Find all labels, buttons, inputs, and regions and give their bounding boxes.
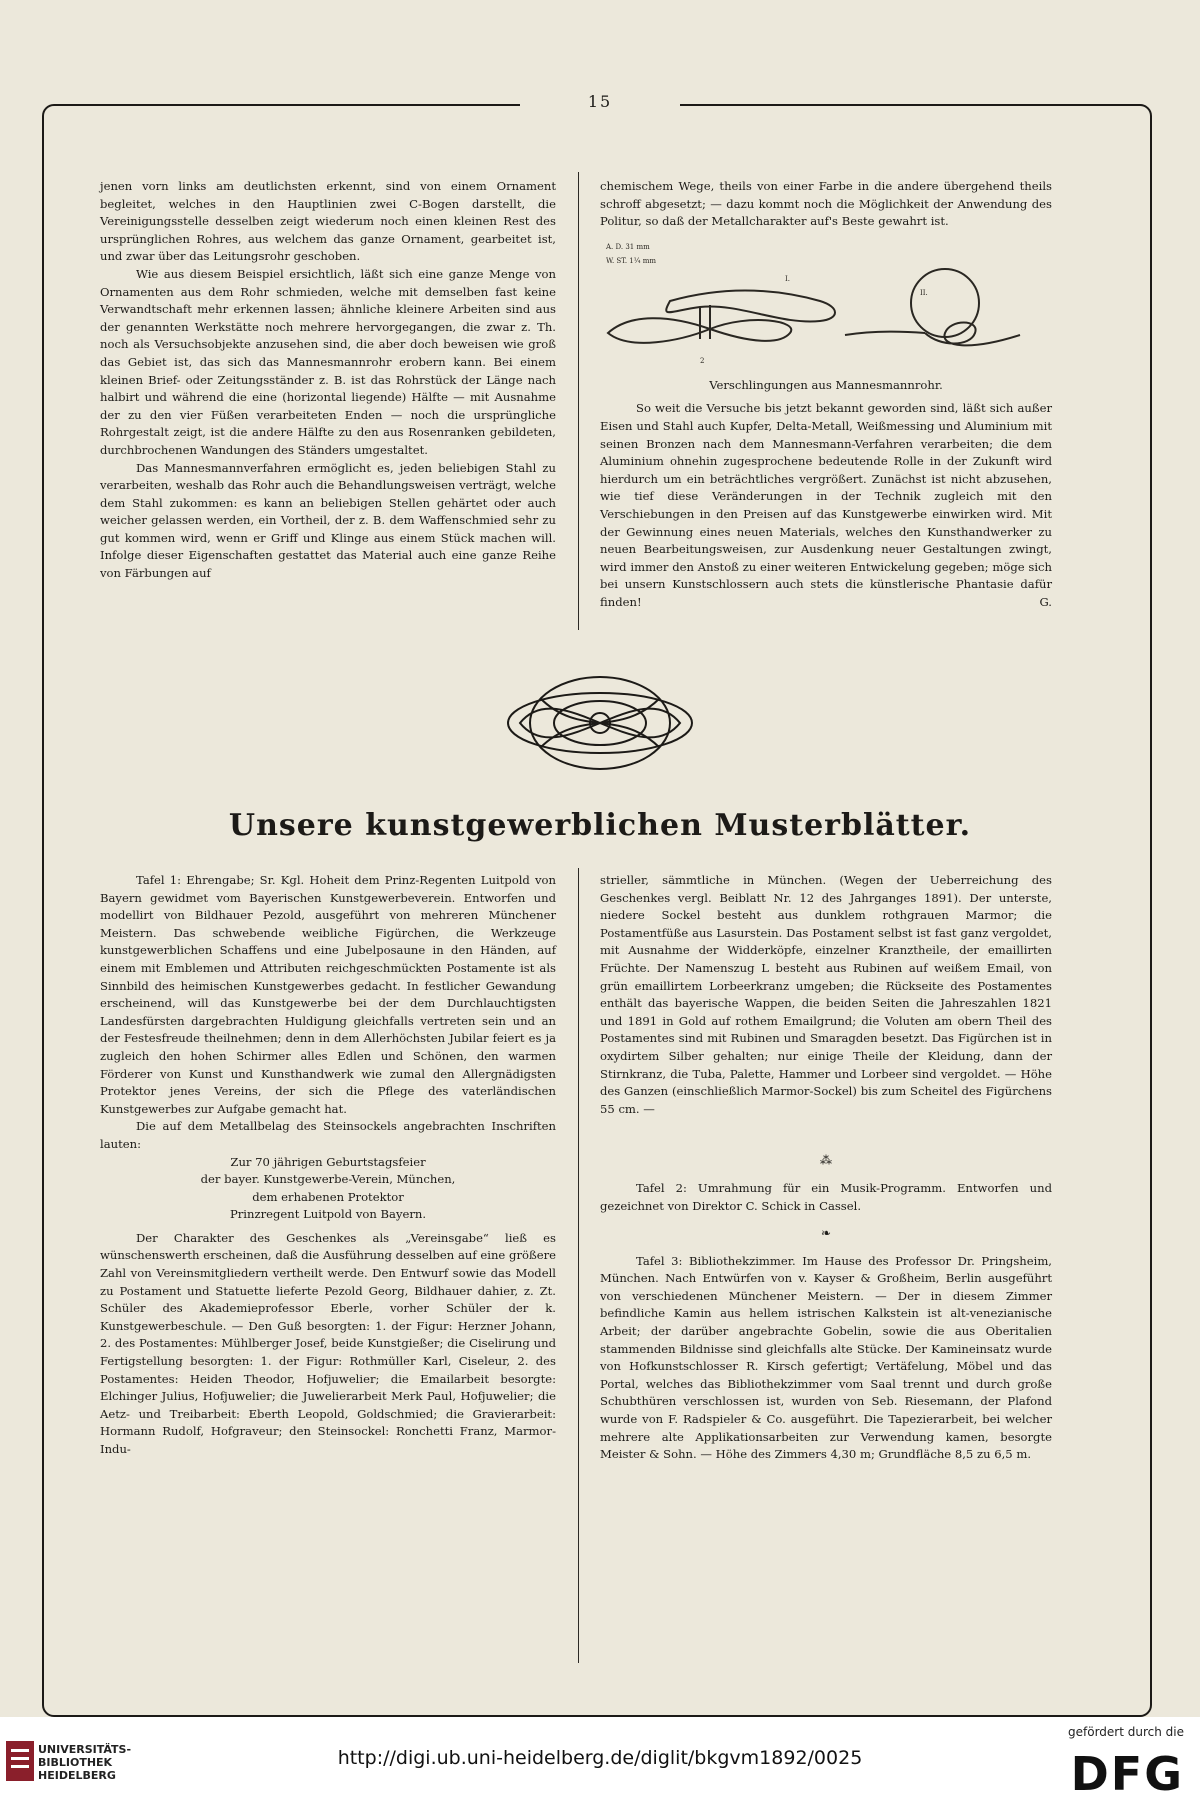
paragraph: strieller, sämmtliche in München. (Wegen der Ueberreichung des Geschenkes vergl. Beiblatt Nr. 12 des Jahrganges 1891). Der unterste, niedere Sockel besteht aus dunklem rothgrauen Marmor; die Postamentfüße aus Lasurstein. Das Postament selbst ist fast ganz vergoldet, mit Ausnahme der Widderköpfe, einzelner Kranztheile, der emaillirten Früchte. Der Namenszug L besteht aus Rubinen auf weißem Email, von grün emaillirtem Lorbeerkranz umgeben; die Rückseite des Postamentes enthält das bayerische Wappen, die beiden Seiten die Jahreszahlen 1821 und 1891 in Gold auf rothem Emailgrund; die Voluten am obern Theil des Postamentes sind mit Rubinen und Smaragden besetzt. Das Figürchen ist in oxydirtem Silber gehalten; nur einige Theile der Kleidung, dann der Stirnkranz, die Tuba, Palette, Hammer und Lorbeer sind vergoldet. — Höhe des Ganzen (einschließlich Marmor-Sockel) bis zum Scheitel des Figürchens 55 cm. — [600,873,1052,1116]
paragraph: jenen vorn links am deutlichsten erkennt, sind von einem Ornament begleitet, welches in den Hauptlinien zwei C-Bogen darstellt, die Vereinigungsstelle desselben zeigt wiederum noch einen kleinen Rest des ursprünglichen Rohres, aus welchem das ganze Ornament, gearbeitet ist, und zwar über das Leitungsrohr geschoben. [100,179,556,264]
flourish-ornament [500,668,700,778]
document-url[interactable]: http://digi.ub.uni-heidelberg.de/diglit/bkgvm1892/0025 [337,1747,863,1769]
paragraph: Das Mannesmannverfahren ermöglicht es, jeden beliebigen Stahl zu verarbeiten, weshalb das Rohr auch die Behandlungsweisen verträgt, welche dem Stahl zukommen: es kann an beliebigen Stellen gehärtet oder auch weicher gelassen werden, ein Vortheil, der z. B. dem Waffenschmied sehr zu gut kommen wird, wenn er Griff und Klinge aus einem Stück machen will. Infolge dieser Eigenschaften gestattet das Material auch eine ganze Reihe von Färbungen auf [100,460,556,581]
column-divider [578,172,579,630]
dfg-logo: DFG [1070,1747,1184,1801]
paragraph [600,400,1052,611]
figure-caption: Verschlingungen aus Mannesmannrohr. [709,377,943,392]
library-name-line: UNIVERSITÄTS- [38,1743,132,1756]
inscription-line: der bayer. Kunstgewerbe-Verein, München, [200,1172,456,1187]
paragraph: chemischem Wege, theils von einer Farbe in die andere übergehend theils schroff abgesetzt; — dazu kommt noch die Möglichkeit der Anwendung des Politur, so daß der Metallcharakter auf's Beste gewahrt ist. [600,179,1052,229]
separator-ornament: ⁂ [820,1153,832,1168]
inscription-line: Prinzregent Luitpold von Bayern. [229,1207,427,1222]
right-column-top [600,178,1052,612]
knot-illustration [600,235,1052,375]
inscription-line: Zur 70 jährigen Geburtstagsfeier [230,1154,426,1169]
paragraph-text: So weit die Versuche bis jetzt bekannt geworden sind, läßt sich außer Eisen und Stahl auch Kupfer, Delta-Metall, Weißmessing und Aluminium mit seinen Bronzen nach dem Mannesmann-Verfahren verarbeiten; die dem Aluminium ohnehin zugesprochene bedeutende Rolle in der Zukunft wird hierdurch um ein beträchtliches vergrößert. Zunächst ist nicht abzusehen, wie tief diese Veränderungen in der Technik zugleich mit den Verschiebungen in den Preisen auf das Kunstgewerbe einwirken wird. Mit der Gewinnung eines neuen Materials, welches den Kunsthandwerker zu neuen Bearbeitungsweisen, zur Ausdenkung neuer Gestaltungen zwingt, wird immer den Anstoß zu einer weiteren Entwickelung gegeben; möge sich bei unsern Kunstschlossern auch stets die künstlerische Phantasie dafür finden! [600,401,1052,609]
figure-label-2: II. [920,288,928,297]
column-divider [578,868,579,1663]
paragraph: Wie aus diesem Beispiel ersichtlich, läßt sich eine ganze Menge von Ornamenten aus dem Rohr schmieden, welche mit demselben fast keine Verwandtschaft mehr erkennen lassen; ähnliche kleinere Arbeiten sind aus der genannten Werkstätte noch mehrere hervorgegangen, die zwar z. Th. noch als Versuchsobjekte anzusehen sind, die aber doch beweisen wie groß das Gebiet ist, das sich das Mannesmannrohr erobern kann. Bei einem kleinen Brief- oder Zeitungsständer z. B. ist das Rohrstück der Länge nach halbirt und während die eine (horizontal liegende) Hälfte — mit Ausnahme der zu den vier Füßen verarbeiteten Enden — noch die ursprüngliche Rohrgestalt zeigt, ist die andere Hälfte zu den aus Rosenranken gebildeten, durchbrochenen Wandungen des Ständers umgestaltet. [100,266,556,457]
inscription [100,1154,556,1224]
inscription-line: dem erhabenen Protektor [252,1189,404,1204]
paragraph: Tafel 3: Bibliothekzimmer. Im Hause des Professor Dr. Pringsheim, München. Nach Entwürfen von v. Kayser & Großheim, Berlin ausgeführt von verschiedenen Münchener Meistern. — Der in diesem Zimmer befindliche Kamin aus hellem istrischen Kalkstein ist alt-venezianische Arbeit; der darüber angebrachte Gobelin, sowie die aus Oberitalien stammenden Bildnisse sind gleichfalls alte Stücke. Der Kamineinsatz wurde von Hofkunstschlosser R. Kirsch gefertigt; Vertäfelung, Möbel und das Portal, welches das Bibliothekzimmer vom Saal trennt und durch große Schubthüren verschlossen ist, wurden von Seb. Riesemann, der Plafond wurde von F. Radspieler & Co. ausgeführt. Die Tapezierarbeit, bei welcher mehrere alte Applikationsarbeiten zur Verwendung kamen, besorgte Meister & Sohn. — Höhe des Zimmers 4,30 m; Grundfläche 8,5 zu 6,5 m. [600,1253,1052,1462]
footer-bar [0,1717,1200,1805]
figure-label-3: 2 [700,356,705,365]
right-column-bottom [600,872,1052,1464]
figure-knots [600,235,1052,375]
figure-label-ad: A. D. 31 mm [606,242,650,251]
sponsor-text: gefördert durch die [1068,1725,1184,1739]
paragraph: Die auf dem Metallbelag des Steinsockels angebrachten Inschriften lauten: [100,1119,556,1151]
paragraph: Tafel 1: Ehrengabe; Sr. Kgl. Hoheit dem Prinz-Regenten Luitpold von Bayern gewidmet vom Bayerischen Kunstgewerbeverein. Entworfen und modellirt von Bildhauer Pezold, ausgeführt von mehreren Münchener Meistern. Das schwebende weibliche Figürchen, die Werkzeuge kunstgewerblichen Schaffens und eine Jubelposaune in den Händen, auf einem mit Emblemen und Attributen reichgeschmückten Postamente ist als Sinnbild des heimischen Kunstgewerbes gedacht. In festlicher Gewandung erscheinend, will das Kunstgewerbe bei der dem Durchlauchtigsten Landesfürsten dargebrachten Huldigung gleichfalls vertreten sein und an der Festesfreude theilnehmen; denn in dem Allerhöchsten Jubilar feiert es ja zugleich den hohen Schirmer alles Edlen und Schönen, den warmen Förderer von Kunst und Kunsthandwerk wie zumal den Allergnädigsten Protektor jenes Vereins, der sich die Pflege des vaterländischen Kunstgewerbes zur Aufgabe gemacht hat. [100,873,556,1116]
figure-label-1: I. [785,274,790,283]
figure-label-wst: W. ST. 1¼ mm [606,256,657,265]
library-name-line: BIBLIOTHEK [38,1756,113,1769]
author-signature: G. [1039,594,1052,609]
left-column-bottom [100,872,556,1459]
page-number: 15 [520,92,680,116]
paragraph: Der Charakter des Geschenkes als „Vereinsgabe“ ließ es wünschenswerth erscheinen, daß die Ausführung desselben auf eine größere Zahl von Vereinsmitgliedern vertheilt werde. Den Entwurf sowie das Modell zu Postament und Statuette lieferte Pezold Georg, Bildhauer dahier, z. Zt. Schüler des Akademieprofessor Eberle, vorher Schüler der k. Kunstgewerbeschule. — Den Guß besorgten: 1. der Figur: Herzner Johann, 2. des Postamentes: Mühlberger Josef, beide Kunstgießer; die Ciselirung und Fertigstellung besorgten: 1. der Figur: Rothmüller Karl, Ciseleur, 2. des Postamentes: Heiden Theodor, Hofjuwelier; die Emailarbeit besorgte: Elchinger Julius, Hofjuwelier; die Juwelierarbeit Merk Paul, Hofjuwelier; die Aetz- und Treibarbeit: Eberth Leopold, Goldschmied; die Gravierarbeit: Hormann Rudolf, Hofgraveur; den Steinsockel: Ronchetti Franz, Marmor-Indu- [100,1230,556,1456]
paragraph: Tafel 2: Umrahmung für ein Musik-Programm. Entworfen und gezeichnet von Direktor C. Schick in Cassel. [600,1180,1052,1213]
section-title: Unsere kunstgewerblichen Musterblätter. [228,808,972,843]
separator-ornament: ❧ [820,1226,832,1241]
library-name-line: HEIDELBERG [38,1769,116,1782]
left-column-top [100,178,556,583]
